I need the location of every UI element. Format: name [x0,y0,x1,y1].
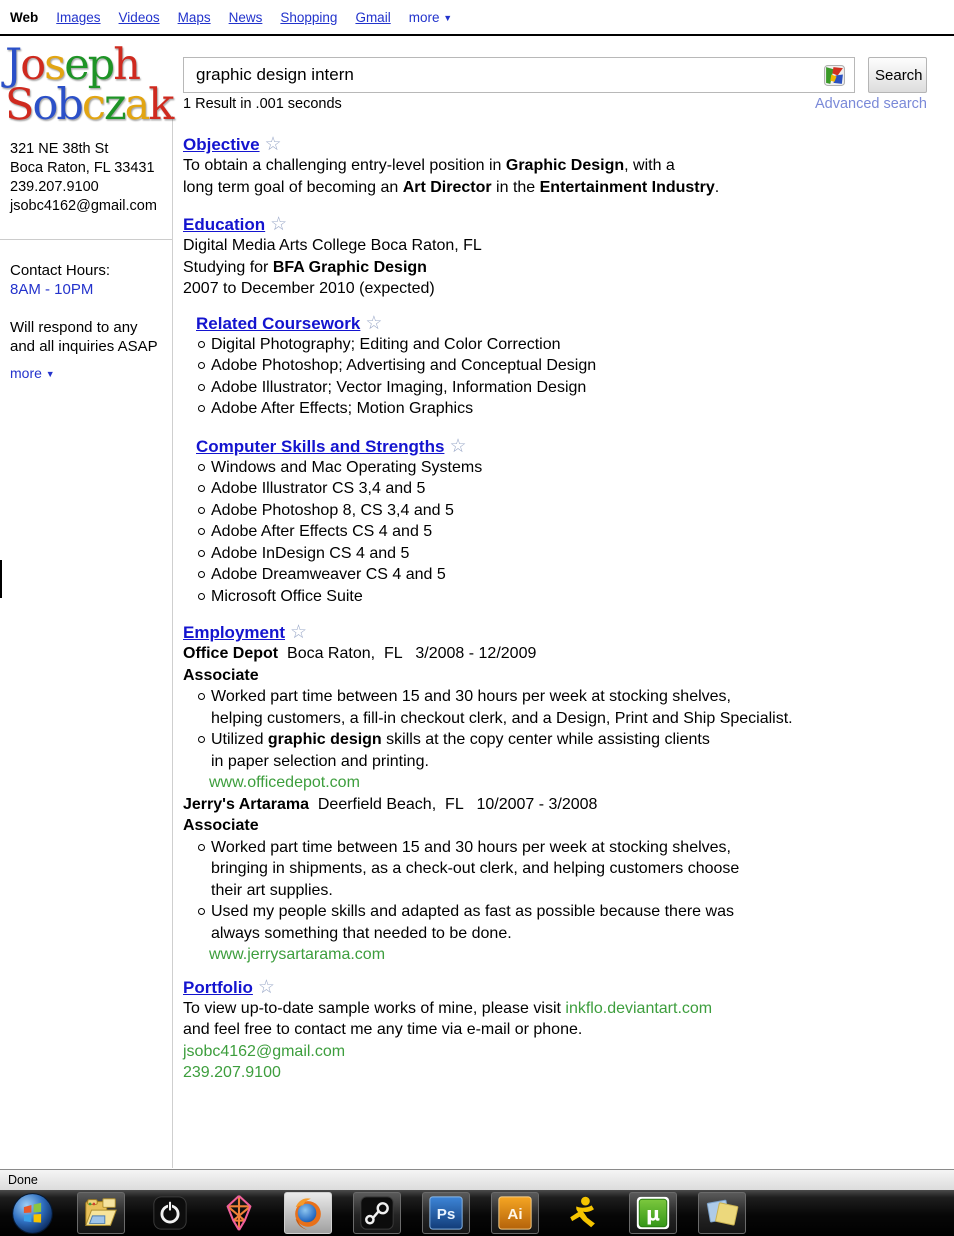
section-portfolio [183,978,927,1084]
logo-first-name [5,40,172,90]
text-segment: in paper selection and printing. [211,752,429,770]
section-related-coursework [196,314,927,420]
bullet-text: Adobe InDesign CS 4 and 5 [211,544,410,562]
job-role: Associate [183,817,259,834]
job-bullets [183,686,927,772]
bullet-icon [198,507,205,514]
taskbar [0,1190,954,1236]
portfolio-text [183,998,927,1084]
text-segment: Art Director [402,178,492,196]
text-segment: Jerry's Artarama [183,795,309,813]
education-text [183,235,927,300]
list-item [196,377,927,399]
list-item [196,457,927,479]
job-bullets [183,837,927,945]
nav-link-images[interactable]: Images [56,10,101,25]
star-icon[interactable]: ☆ [270,214,288,235]
edge-artifact [0,560,2,598]
text-segment: Used my people skills and adapted as fast as possible because there was [211,903,734,920]
list-item [196,355,927,377]
text-segment: , with a [624,157,675,174]
sidebar-more-link[interactable]: more ▼ [10,365,55,381]
nav-link-gmail[interactable]: Gmail [355,10,391,25]
steam-icon[interactable] [353,1192,401,1234]
svg-text:Ps: Ps [436,1206,456,1224]
bullet-text: Adobe Photoshop; Advertising and Conceptual Design [211,357,597,374]
advanced-search-link[interactable]: Advanced search [814,96,927,112]
text-segment: Worked part time between 15 and 30 hours per week at stocking shelves, [211,838,731,856]
utorrent-icon[interactable] [629,1192,677,1234]
text-segment: To view up-to-date sample works of mine, please visit [183,999,566,1017]
skills-list [196,457,927,608]
text-line [211,880,739,902]
bullet-icon [198,593,205,600]
list-item [196,334,927,356]
bullet-text: Adobe Photoshop 8, CS 3,4 and 5 [211,501,454,519]
text-line [211,708,793,730]
photoshop-icon[interactable] [422,1192,470,1234]
text-segment: Deerfield Beach, FL 10/2007 - 3/2008 [308,795,598,813]
text-line [211,901,734,923]
contact-hours-label: Contact Hours: [10,262,111,279]
name-logo [5,40,173,130]
bullet-text: Adobe After Effects CS 4 and 5 [211,523,433,540]
objective-heading-link[interactable]: Objective [183,135,260,154]
text-line [183,1019,927,1041]
link-green[interactable]: jsobc4162@gmail.com [183,1042,346,1060]
respond-line: and all inquiries ASAP [10,338,158,355]
chevron-down-icon: ▼ [45,369,55,379]
text-line [211,837,739,859]
text-segment: skills at the copy center while assisting clients [381,731,710,748]
section-computer-skills [196,437,927,608]
list-item [196,586,927,608]
svg-text:µ: µ [646,1203,660,1226]
list-item [183,729,927,772]
search-button[interactable]: Search [868,57,927,93]
text-segment: Digital Media Arts College Boca Raton, FL [183,237,482,254]
list-item [196,398,927,420]
job-header [183,643,927,665]
logo-letter: e [64,40,88,90]
bullet-text: Adobe Illustrator CS 3,4 and 5 [211,480,426,497]
wireframe-3d-icon[interactable] [215,1192,263,1234]
link-green[interactable]: inkflo.deviantart.com [565,999,713,1017]
coursework-list [196,334,927,420]
star-icon[interactable]: ☆ [290,622,308,643]
bullet-text: Windows and Mac Operating Systems [211,458,483,476]
bullet-text [211,729,710,772]
respond-line: Will respond to any [10,319,138,336]
text-line [183,257,927,279]
bullet-text [211,686,793,729]
search-logo-icon [824,65,845,86]
list-item [183,686,927,729]
logo-letter: p [87,40,114,90]
logo-letter: c [81,80,104,130]
address-line: jsobc4162@gmail.com [10,198,157,214]
skills-heading-link[interactable]: Computer Skills and Strengths [196,436,445,456]
bullet-icon [198,844,205,851]
aim-icon[interactable] [560,1192,608,1234]
text-line [211,751,710,773]
bullet-text: Microsoft Office Suite [211,587,363,605]
sidebar-divider-horizontal [0,239,172,240]
text-segment: Entertainment Industry [539,178,715,196]
browser-status-bar [0,1169,954,1190]
explorer-icon[interactable] [77,1192,125,1234]
bullet-icon [198,736,205,743]
logo-letter: s [44,40,65,90]
nav-link-videos[interactable]: Videos [118,10,160,25]
text-segment: and feel free to contact me any time via e-mail or phone. [183,1021,583,1038]
logo-letter: a [124,80,149,130]
bullet-icon [198,485,205,492]
bullet-icon [198,571,205,578]
employment-heading-link[interactable]: Employment [183,623,286,642]
list-item [183,901,927,944]
bullet-text: Adobe Dreamweaver CS 4 and 5 [211,566,446,583]
coursework-heading-link[interactable]: Related Coursework [196,313,361,333]
bullet-text: Digital Photography; Editing and Color Correction [211,335,561,353]
text-segment: Graphic Design [505,157,625,174]
text-line [183,278,927,300]
section-education [183,215,927,300]
portfolio-heading-link[interactable]: Portfolio [183,977,253,997]
nav-link-shopping[interactable]: Shopping [280,10,338,25]
nav-link-news[interactable]: News [228,10,263,25]
job-role: Associate [183,666,259,684]
bullet-text: Adobe Illustrator; Vector Imaging, Information Design [211,378,587,396]
section-objective [183,135,927,198]
bullet-icon [198,405,205,412]
star-icon[interactable]: ☆ [257,976,275,998]
text-line [183,235,927,257]
bullet-text [211,837,739,902]
text-line [183,1062,927,1084]
list-item [196,521,927,543]
text-line [211,729,710,751]
bullet-icon [198,693,205,700]
address-line: 239.207.9100 [10,179,99,195]
star-icon[interactable]: ☆ [365,312,383,334]
logo-letter: J [5,40,21,90]
search-box [183,57,855,93]
bullet-text [211,901,734,944]
text-segment: . [714,178,720,196]
address-line: Boca Raton, FL 33431 [10,160,155,176]
nav-more-menu[interactable]: more ▼ [408,10,453,25]
text-segment: in the [491,178,540,196]
contact-hours-value: 8AM - 10PM [10,281,94,298]
text-segment: Office Depot [183,645,279,662]
logo-letter: o [32,80,57,130]
text-line [211,923,734,945]
text-segment: bringing in shipments, as a check-out clerk, and helping customers choose [211,860,740,877]
address-block [10,140,172,216]
logo-letter: b [56,80,82,130]
text-segment: Boca Raton, FL 3/2008 - 12/2009 [278,645,537,662]
text-line [183,155,927,177]
text-segment: To obtain a challenging entry-level position in [183,157,506,174]
text-line [183,1041,927,1063]
list-item [196,478,927,500]
svg-text:Ai: Ai [507,1206,523,1224]
bullet-icon [198,362,205,369]
text-segment: graphic design [267,731,382,748]
sidebar-divider-vertical [172,116,173,1168]
nav-link-maps[interactable]: Maps [177,10,211,25]
text-line [211,858,739,880]
text-segment: Worked part time between 15 and 30 hours per week at stocking shelves, [211,688,731,705]
text-segment: BFA Graphic Design [272,258,427,276]
job-url-link[interactable]: www.jerrysartarama.com [209,946,386,963]
star-icon[interactable]: ☆ [264,134,282,155]
sidebar [0,36,172,381]
text-segment: Utilized [211,731,268,748]
list-item [196,564,927,586]
bullet-icon [198,528,205,535]
bullet-icon [198,550,205,557]
sticky-notes-icon[interactable] [698,1192,746,1234]
logo-letter: z [103,80,125,130]
logo-letter: o [20,40,45,90]
text-line [183,177,927,199]
job-url-link[interactable]: www.officedepot.com [209,774,360,791]
objective-text [183,155,927,198]
bullet-icon [198,341,205,348]
list-item [196,543,927,565]
logo-last-name [5,80,173,130]
logo-letter: S [5,80,33,130]
respond-note [10,318,172,356]
bullet-icon [198,464,205,471]
link-green[interactable]: 239.207.9100 [183,1064,281,1081]
illustrator-icon[interactable] [491,1192,539,1234]
star-icon[interactable]: ☆ [449,435,467,457]
bullet-icon [198,384,205,391]
text-line [211,686,793,708]
bullet-icon [198,908,205,915]
status-text: Done [8,1173,38,1187]
top-nav [0,0,954,34]
power-app-icon[interactable] [146,1192,194,1234]
text-segment: always something that needed to be done. [211,924,512,942]
logo-letter: h [113,40,139,90]
start-orb-icon[interactable] [8,1192,56,1234]
chevron-down-icon: ▼ [443,13,453,23]
education-heading-link[interactable]: Education [183,215,266,234]
text-line [183,998,927,1020]
text-segment: long term goal of becoming an [183,178,403,196]
text-segment: 2007 to December 2010 (expected) [183,280,435,297]
address-line: 321 NE 38th St [10,141,109,157]
search-input[interactable] [184,60,824,90]
employment-jobs [183,643,927,966]
firefox-icon[interactable] [284,1192,332,1234]
result-stats: 1 Result in .001 seconds [183,96,342,112]
text-segment: their art supplies. [211,881,333,899]
list-item [196,500,927,522]
text-segment: helping customers, a fill-in checkout clerk, and a Design, Print and Ship Specialist. [211,709,793,727]
section-employment [183,623,927,966]
list-item [183,837,927,902]
text-segment: Studying for [183,258,273,276]
nav-tab-web[interactable]: Web [10,10,39,25]
job-header [183,794,927,816]
logo-letter: k [148,80,173,130]
bullet-text: Adobe After Effects; Motion Graphics [211,400,474,417]
